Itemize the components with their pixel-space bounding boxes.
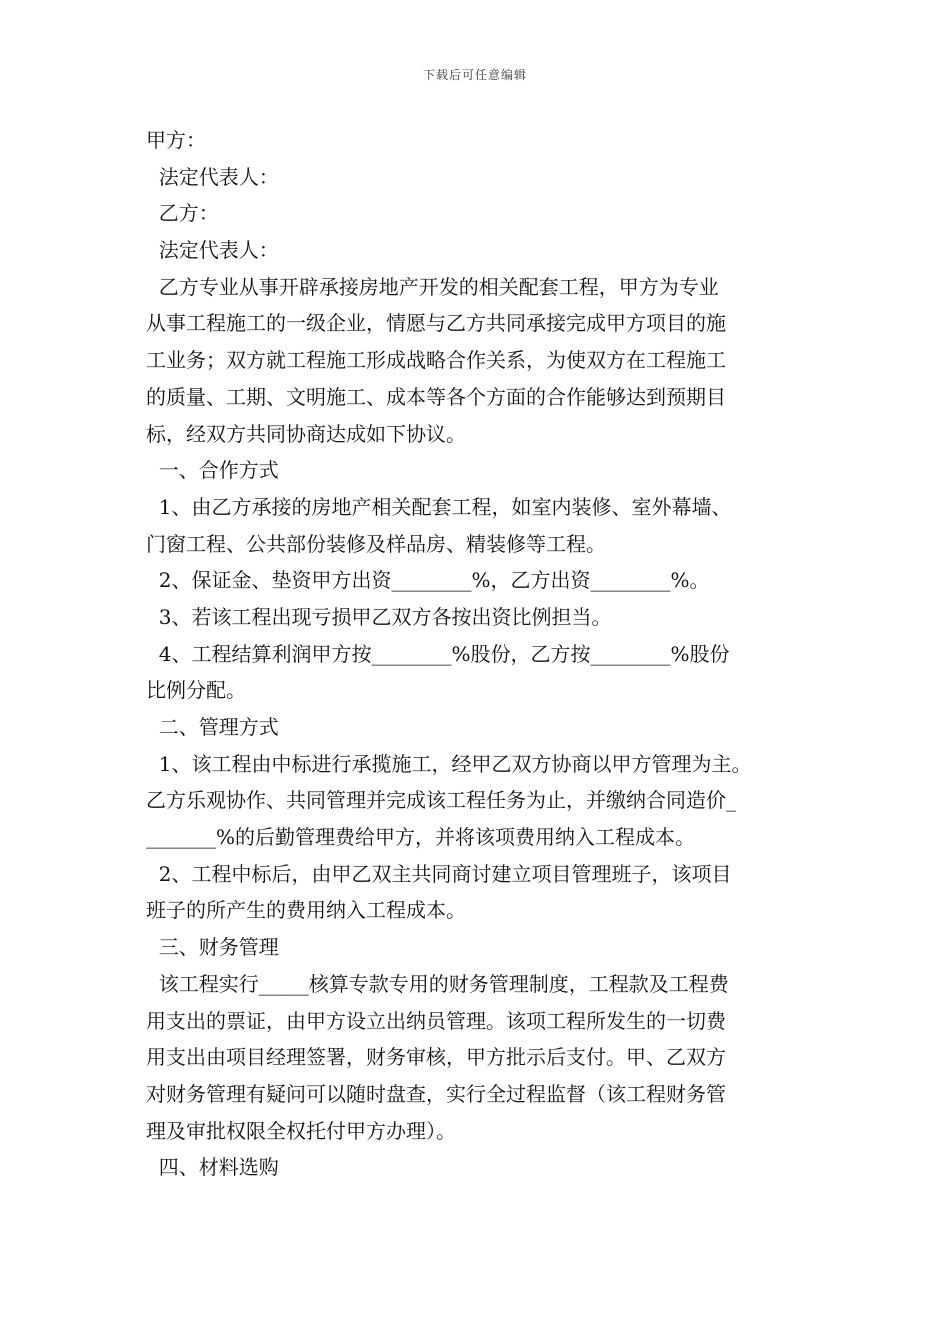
text-line: 四、材料选购 bbox=[146, 1155, 279, 1180]
text-line: 用支出的票证，由甲方设立出纳员管理。该项工程所发生的一切费 bbox=[146, 1008, 726, 1033]
text-line: 工业务；双方就工程施工形成战略合作关系，为使双方在工程施工 bbox=[146, 348, 726, 373]
text-line: 二、管理方式 bbox=[146, 715, 279, 739]
text-line: 用支出由项目经理签署，财务审核，甲方批示后支付。甲、乙双方 bbox=[146, 1045, 726, 1070]
text-line: 该工程实行_____核算专款专用的财务管理制度，工程款及工程费 bbox=[146, 971, 729, 996]
text-line: 班子的所产生的费用纳入工程成本。 bbox=[146, 898, 466, 923]
text-line: 乙方乐观协作、共同管理并完成该工程任务为止，并缴纳合同造价_ bbox=[146, 788, 736, 813]
text-line: 比例分配。 bbox=[146, 678, 246, 703]
text-line: 甲方： bbox=[146, 128, 206, 152]
text-line: _______%的后勤管理费给甲方，并将该项费用纳入工程成本。 bbox=[146, 825, 696, 850]
text-line: 4、工程结算利润甲方按________%股份，乙方按________%股份 bbox=[146, 641, 730, 666]
text-line: 乙方： bbox=[146, 201, 219, 226]
text-line: 从事工程施工的一级企业，情愿与乙方共同承接完成甲方项目的施 bbox=[146, 311, 726, 336]
text-line: 1、由乙方承接的房地产相关配套工程，如室内装修、室外幕墙、 bbox=[146, 494, 732, 519]
text-line: 的质量、工期、文明施工、成本等各个方面的合作能够达到预期目 bbox=[146, 384, 726, 409]
text-line: 一、合作方式 bbox=[146, 458, 279, 483]
text-line: 法定代表人： bbox=[146, 164, 279, 189]
text-line: 门窗工程、公共部份装修及样品房、精装修等工程。 bbox=[146, 531, 606, 556]
text-line: 乙方专业从事开辟承接房地产开发的相关配套工程，甲方为专业 bbox=[146, 274, 719, 299]
text-line: 1、该工程由中标进行承揽施工，经甲乙双方协商以甲方管理为主。 bbox=[146, 751, 752, 776]
text-line: 2、工程中标后，由甲乙双主共同商讨建立项目管理班子，该项目 bbox=[146, 861, 732, 886]
text-line: 3、若该工程出现亏损甲乙双方各按出资比例担当。 bbox=[146, 604, 612, 629]
page-header: 下载后可任意编辑 bbox=[422, 68, 527, 82]
text-line: 三、财务管理 bbox=[146, 935, 279, 960]
text-line: 标，经双方共同协商达成如下协议。 bbox=[146, 421, 466, 446]
text-line: 法定代表人： bbox=[146, 238, 279, 263]
text-line: 2、保证金、垫资甲方出资________%，乙方出资________%。 bbox=[146, 568, 710, 593]
document-body bbox=[146, 122, 816, 1186]
text-line: 理及审批权限全权托付甲方办理）。 bbox=[146, 1118, 456, 1143]
text-line: 对财务管理有疑问可以随时盘查，实行全过程监督（该工程财务管 bbox=[146, 1081, 726, 1106]
